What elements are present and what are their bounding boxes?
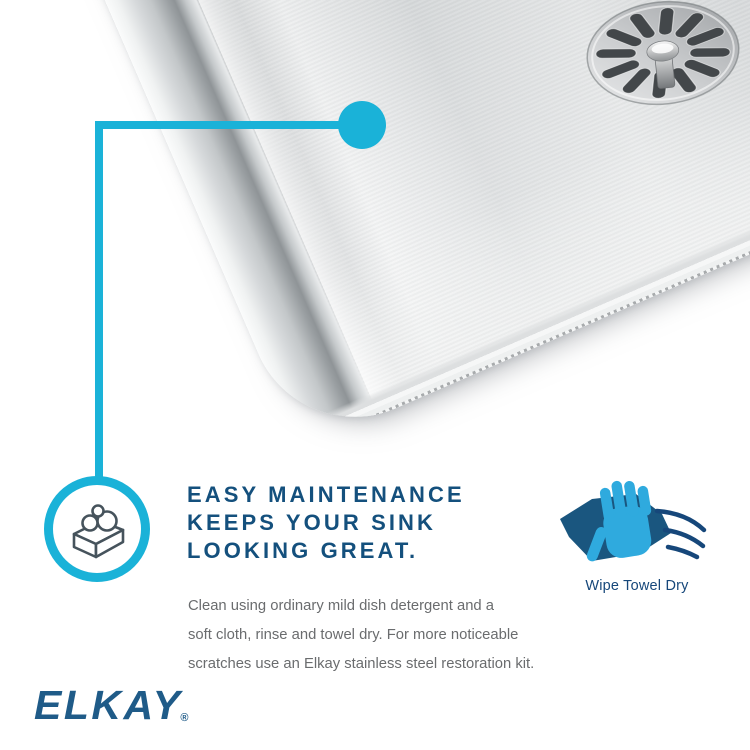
body-line: scratches use an Elkay stainless steel restoration kit. xyxy=(188,656,535,672)
soap-badge xyxy=(44,476,150,582)
callout-line-vertical xyxy=(95,121,103,480)
body-line: soft cloth, rinse and towel dry. For more noticeable xyxy=(188,627,519,643)
wipe-towel-dry-label: Wipe Towel Dry xyxy=(585,578,689,594)
body-line: Clean using ordinary mild dish detergent and a xyxy=(188,598,494,614)
maintenance-heading xyxy=(187,481,465,565)
soap-bar-icon xyxy=(60,492,134,566)
heading-line: KEEPS YOUR SINK xyxy=(187,510,437,535)
elkay-logo xyxy=(34,682,191,729)
callout-line-horizontal xyxy=(95,121,341,129)
registered-mark: ® xyxy=(180,712,189,724)
callout-dot xyxy=(338,101,386,149)
maintenance-body xyxy=(188,592,534,679)
logo-text: ELKAY xyxy=(34,682,183,728)
wipe-towel-dry-icon xyxy=(556,477,708,571)
drain-icon xyxy=(584,0,742,110)
heading-line: EASY MAINTENANCE xyxy=(187,482,465,507)
heading-line: LOOKING GREAT. xyxy=(187,538,419,563)
